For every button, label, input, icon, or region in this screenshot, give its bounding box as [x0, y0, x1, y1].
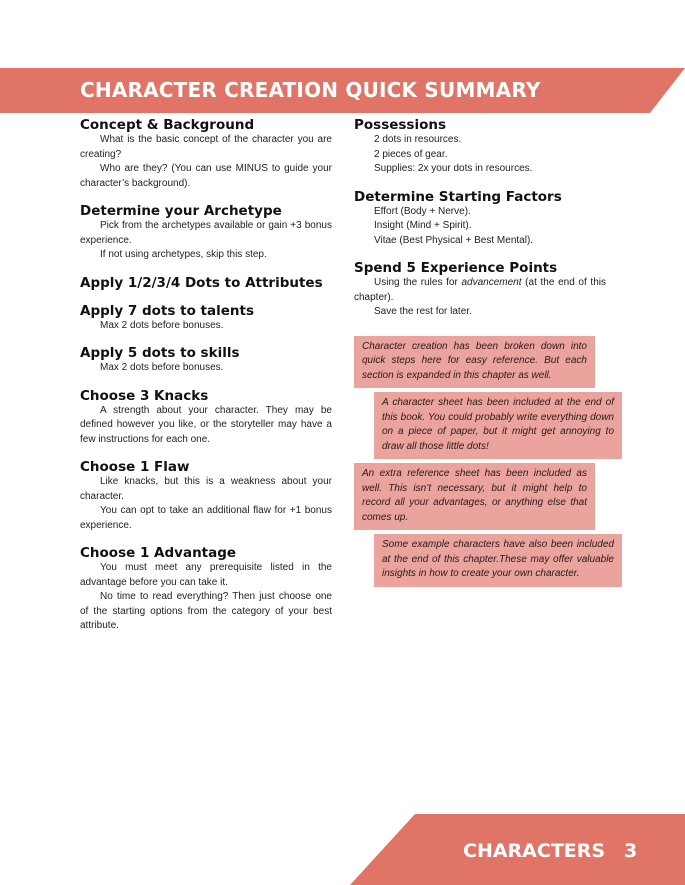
footer-section-label: CHARACTERS [463, 840, 606, 862]
section-skills [80, 346, 332, 376]
section-text: Pick from the archetypes available or gain +3 bonus experience. [80, 220, 332, 246]
section-heading: Apply 5 dots to skills [80, 345, 240, 361]
page-footer [0, 814, 685, 885]
section-concept [80, 118, 332, 191]
rules-text: Using the rules for [374, 277, 462, 288]
section-text: Max 2 dots before bonuses. [100, 319, 224, 331]
section-possessions [354, 118, 606, 177]
section-text: Effort (Body + Nerve). [374, 205, 471, 217]
section-text: Vitae (Best Physical + Best Mental). [374, 234, 534, 246]
section-heading: Apply 1/2/3/4 Dots to Attributes [80, 274, 323, 291]
title-banner [0, 68, 685, 113]
section-heading: Apply 7 dots to talents [80, 302, 254, 319]
right-column [354, 117, 614, 591]
section-attributes [80, 276, 332, 291]
section-text: 2 pieces of gear. [374, 148, 448, 160]
section-knacks [80, 389, 332, 448]
section-heading: Possessions [354, 117, 447, 133]
sidebar-notes [354, 336, 614, 587]
section-heading: Determine your Archetype [80, 203, 282, 219]
section-text: No time to read everything? Then just choose one of the starting options from the category of your best attribute. [80, 591, 332, 631]
section-talents [80, 304, 332, 334]
section-text: Save the rest for later. [374, 306, 472, 317]
sidebar-note: An extra reference sheet has been included as well. This isn’t necessary, but it might help to record all your advantages, or anything else that comes up. [354, 463, 595, 530]
section-text: You must meet any prerequisite listed in the advantage before you can take it. [80, 562, 332, 588]
section-starting-factors [354, 190, 606, 249]
section-text: If not using archetypes, skip this step. [100, 249, 267, 260]
section-text: Max 2 dots before bonuses. [100, 362, 224, 373]
section-text: Like knacks, but this is a weakness about your character. [80, 476, 332, 502]
rules-text: (at the end of this chapter). [354, 277, 606, 303]
section-heading: Choose 1 Flaw [80, 459, 190, 475]
section-text: 2 dots in resources. [374, 134, 462, 145]
section-text: You can opt to take an additional flaw for +1 bonus experience. [80, 505, 332, 531]
section-flaw [80, 460, 332, 533]
section-advantage [80, 546, 332, 634]
section-text: Supplies: 2x your dots in resources. [374, 163, 533, 174]
section-text [354, 276, 606, 305]
left-column [80, 118, 332, 647]
section-text: Who are they? (You can use MINUS to guide your character’s background). [80, 163, 332, 189]
rules-emphasis: advancement [461, 277, 522, 288]
section-heading: Determine Starting Factors [354, 188, 562, 205]
section-text: A strength about your character. They may be defined however you like, or the storyteller may have a few instructions for each one. [80, 404, 332, 445]
page-number: 3 [624, 840, 638, 862]
sidebar-note: Character creation has been broken down into quick steps here for easy reference. But each section is expanded in this chapter as well. [354, 336, 595, 389]
section-heading: Concept & Background [80, 117, 255, 133]
section-heading: Spend 5 Experience Points [354, 260, 558, 276]
section-text: Insight (Mind + Spirit). [374, 220, 472, 231]
section-heading: Choose 3 Knacks [80, 387, 209, 404]
sidebar-note: Some example characters have also been included at the end of this chapter.These may offer valuable insights in how to create your own character. [374, 534, 622, 587]
section-experience [354, 261, 606, 320]
section-text: What is the basic concept of the character you are creating? [80, 134, 332, 160]
section-heading: Choose 1 Advantage [80, 545, 237, 561]
sidebar-note: A character sheet has been included at the end of this book. You could probably write everything down on a piece of paper, but it might get annoying to draw all those little dots! [374, 392, 622, 459]
page-title: CHARACTER CREATION QUICK SUMMARY [80, 78, 541, 102]
section-archetype [80, 204, 332, 263]
